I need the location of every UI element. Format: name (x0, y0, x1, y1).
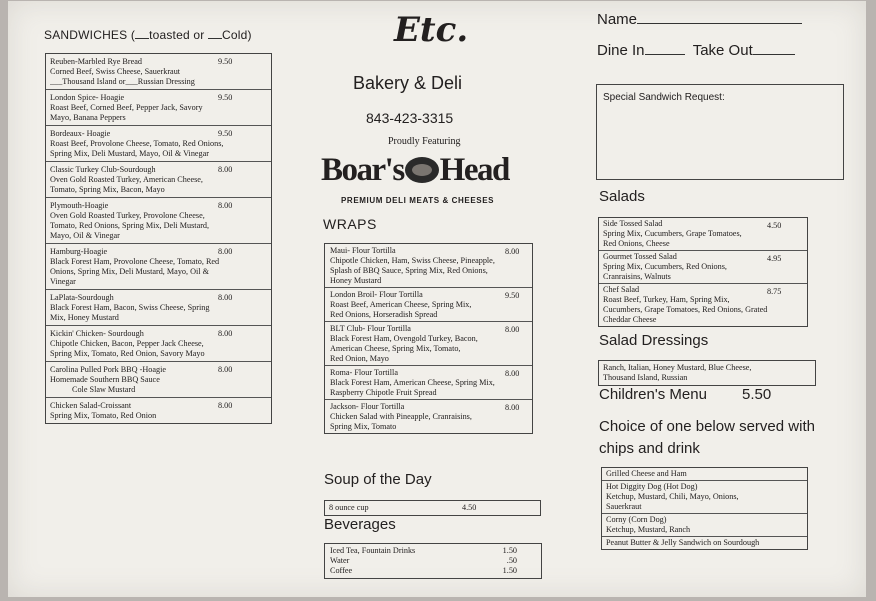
item-price: 9.50 (505, 291, 520, 300)
dine-in-blank[interactable] (645, 54, 685, 55)
item-description: Raspberry Chipotle Fruit Spread (330, 388, 437, 397)
sandwich-item (46, 162, 271, 198)
name-field[interactable]: Name (597, 11, 802, 28)
salad-item (599, 251, 807, 284)
sandwich-item (46, 54, 271, 90)
item-name: Corny (Corn Dog) (606, 515, 667, 524)
item-description: Spring Mix, Deli Mustard, Mayo, Oil & Vinegar (50, 149, 209, 158)
beverage-name: Coffee (330, 566, 353, 575)
salad-item (599, 218, 807, 251)
item-description: Cheddar Cheese (603, 315, 657, 324)
item-description: Chipotle Chicken, Ham, Swiss Cheese, Pineapple, (330, 256, 495, 265)
item-name: Hot Diggity Dog (Hot Dog) (606, 482, 698, 491)
sandwich-item (46, 198, 271, 244)
item-price: 8.00 (505, 247, 520, 256)
sandwich-item (46, 326, 271, 362)
item-description: Corned Beef, Swiss Cheese, Sauerkraut (50, 67, 181, 76)
item-description: Spring Mix, Tomato, Red Onion, Savory Mayo (50, 349, 205, 358)
item-name: Maui- Flour Tortilla (330, 246, 396, 255)
soup-heading: Soup of the Day (324, 471, 432, 488)
item-description: Splash of BBQ Sauce, Spring Mix, Red Onions, (330, 266, 488, 275)
kids-item (602, 468, 807, 481)
proudly-featuring: Proudly Featuring (388, 136, 461, 147)
item-description: Mayo, Oil & Vinegar (50, 231, 120, 240)
item-name: Grilled Cheese and Ham (606, 469, 687, 478)
beverage-name: Iced Tea, Fountain Drinks (330, 546, 416, 555)
item-description: Roast Beef, Turkey, Ham, Spring Mix, (603, 295, 730, 304)
sandwich-item (46, 290, 271, 326)
item-price: 8.00 (218, 247, 233, 256)
item-description: Black Forest Ham, Bacon, Swiss Cheese, Spring (50, 303, 210, 312)
item-name: Peanut Butter & Jelly Sandwich on Sourdough (606, 538, 760, 547)
item-price: 4.95 (767, 254, 782, 263)
item-description: Black Forest Ham, Provolone Cheese, Tomato, Red (50, 257, 220, 266)
beverages-heading: Beverages (324, 516, 396, 533)
wrap-item (325, 244, 532, 288)
item-name: Chicken Salad-Croissant (50, 401, 132, 410)
beverage-item (330, 556, 537, 566)
sandwiches-heading: SANDWICHES ( toasted or Cold) (44, 28, 252, 42)
dressings-list (598, 360, 816, 386)
item-description: Spring Mix, Cucumbers, Grape Tomatoes, (603, 229, 742, 238)
item-description: Spring Mix, Cucumbers, Red Onions, (603, 262, 727, 271)
item-name: Kickin' Chicken- Sourdough (50, 329, 144, 338)
item-description: Oven Gold Roasted Turkey, Provolone Cheese, (50, 211, 205, 220)
sandwich-item (46, 398, 271, 423)
beverage-item (330, 546, 537, 556)
wraps-list (324, 243, 533, 434)
salads-heading: Salads (599, 188, 645, 205)
salad-item (599, 284, 807, 326)
name-blank[interactable] (637, 23, 802, 24)
item-description: Ketchup, Mustard, Ranch (606, 525, 691, 534)
kids-item (602, 537, 807, 549)
beverages-list (324, 543, 542, 579)
item-name: Hamburg-Hoagie (50, 247, 108, 256)
item-description: American Cheese, Spring Mix, Tomato, (330, 344, 461, 353)
item-description: Onions, Spring Mix, Deli Mustard, Mayo, Oil & (50, 267, 209, 276)
item-price: 8.00 (505, 403, 520, 412)
item-description: Spring Mix, Tomato (330, 422, 397, 431)
item-price: 8.00 (218, 401, 233, 410)
item-price: 8.00 (218, 329, 233, 338)
kids-menu-price: 5.50 (742, 386, 772, 403)
item-description: Mix, Honey Mustard (50, 313, 119, 322)
dine-option: Dine In Take Out (597, 42, 795, 59)
item-price: 8.00 (505, 325, 520, 334)
beverage-price: .50 (506, 556, 517, 565)
item-description: Roast Beef, Provolone Cheese, Tomato, Red Onions, (50, 139, 224, 148)
item-price: 8.75 (767, 287, 782, 296)
item-description: Ketchup, Mustard, Chili, Mayo, Onions, (606, 492, 739, 501)
wraps-heading: WRAPS (323, 216, 377, 232)
item-name: Chef Salad (603, 285, 640, 294)
wrap-item (325, 288, 532, 322)
salads-list (598, 217, 808, 327)
cold-blank[interactable] (208, 38, 222, 39)
item-description: Sauerkraut (606, 502, 642, 511)
item-description: Tomato, Spring Mix, Bacon, Mayo (50, 185, 165, 194)
phone-number: 843-423-3315 (366, 110, 454, 126)
kids-choice-text: Choice of one below served with chips and drink (599, 418, 815, 457)
dressings-heading: Salad Dressings (599, 332, 709, 349)
item-price: 8.00 (218, 165, 233, 174)
sandwich-item (46, 362, 271, 398)
item-price: 9.50 (218, 93, 233, 102)
item-description: Roast Beef, American Cheese, Spring Mix, (330, 300, 472, 309)
kids-menu-heading: Children's Menu (599, 386, 707, 403)
item-description: Chipotle Chicken, Bacon, Pepper Jack Cheese, (50, 339, 204, 348)
dressing-line: Thousand Island, Russian (603, 373, 688, 382)
sandwiches-list (45, 53, 272, 424)
boar-head-icon (405, 157, 439, 183)
item-description: Mayo, Banana Peppers (50, 113, 126, 122)
soup-price: 4.50 (462, 503, 477, 512)
item-description: Spring Mix, Tomato, Red Onion (50, 411, 157, 420)
item-description: Black Forest Ham, Ovengold Turkey, Bacon, (330, 334, 478, 343)
item-name: London Spice- Hoagie (50, 93, 125, 102)
item-name: Classic Turkey Club-Sourdough (50, 165, 156, 174)
special-request-box[interactable] (596, 84, 844, 180)
toasted-blank[interactable] (135, 38, 149, 39)
item-price: 8.00 (218, 201, 233, 210)
wrap-item (325, 400, 532, 433)
item-price: 8.00 (218, 365, 233, 374)
item-name: Roma- Flour Tortilla (330, 368, 398, 377)
boars-head-logo: Boar's Head (321, 152, 509, 188)
item-name: London Broil- Flour Tortilla (330, 290, 423, 299)
item-price: 4.50 (767, 221, 782, 230)
item-description: Roast Beef, Corned Beef, Pepper Jack, Savory (50, 103, 203, 112)
item-description: Tomato, Red Onions, Spring Mix, Deli Mustard, (50, 221, 210, 230)
special-request-label: Special Sandwich Request: (603, 92, 725, 103)
soup-item (324, 500, 541, 516)
item-name: Bordeaux- Hoagie (50, 129, 111, 138)
beverage-item (330, 566, 537, 576)
item-description: ___Thousand Island or___Russian Dressing (50, 77, 195, 86)
soup-item-name: 8 ounce cup (329, 503, 369, 512)
dressing-line: Ranch, Italian, Honey Mustard, Blue Cheese, (603, 363, 752, 372)
item-description: Vinegar (50, 277, 76, 286)
item-name: LaPlata-Sourdough (50, 293, 114, 302)
beverage-price: 1.50 (502, 546, 517, 555)
item-name: BLT Club- Flour Tortilla (330, 324, 411, 333)
item-description: Oven Gold Roasted Turkey, American Cheese, (50, 175, 203, 184)
item-name: Gourmet Tossed Salad (603, 252, 677, 261)
item-description: Red Onions, Horseradish Spread (330, 310, 438, 319)
wrap-item (325, 322, 532, 366)
item-price: 8.00 (218, 293, 233, 302)
item-price: 8.00 (505, 369, 520, 378)
item-description: Red Onions, Cheese (603, 239, 670, 248)
wrap-item (325, 366, 532, 400)
item-name: Jackson- Flour Tortilla (330, 402, 405, 411)
item-description: Red Onion, Mayo (330, 354, 389, 363)
take-out-blank[interactable] (753, 54, 795, 55)
beverage-price: 1.50 (502, 566, 517, 575)
item-description: Chicken Salad with Pineapple, Cranraisins, (330, 412, 472, 421)
item-description: Cucumbers, Grape Tomatoes, Red Onions, Grated (603, 305, 768, 314)
kids-list (601, 467, 808, 550)
item-description: Homemade Southern BBQ Sauce (50, 375, 160, 384)
kids-item (602, 481, 807, 514)
bakery-subtitle: Bakery & Deli (353, 73, 463, 93)
item-description: Cole Slaw Mustard (72, 385, 136, 394)
kids-item (602, 514, 807, 537)
item-name: Reuben-Marbled Rye Bread (50, 57, 142, 66)
brand-tagline: PREMIUM DELI MEATS & CHEESES (341, 196, 495, 205)
item-name: Plymouth-Hoagie (50, 201, 109, 210)
item-price: 9.50 (218, 129, 233, 138)
sandwich-item (46, 244, 271, 290)
sandwich-item (46, 126, 271, 162)
item-description: Cranraisins, Walnuts (603, 272, 671, 281)
item-name: Carolina Pulled Pork BBQ -Hoagie (50, 365, 166, 374)
beverage-name: Water (330, 556, 350, 565)
item-description: Black Forest Ham, American Cheese, Spring Mix, (330, 378, 495, 387)
etc-logo: Etc. (394, 10, 469, 50)
item-name: Side Tossed Salad (603, 219, 663, 228)
sandwich-item (46, 90, 271, 126)
item-description: Honey Mustard (330, 276, 382, 285)
item-price: 9.50 (218, 57, 233, 66)
